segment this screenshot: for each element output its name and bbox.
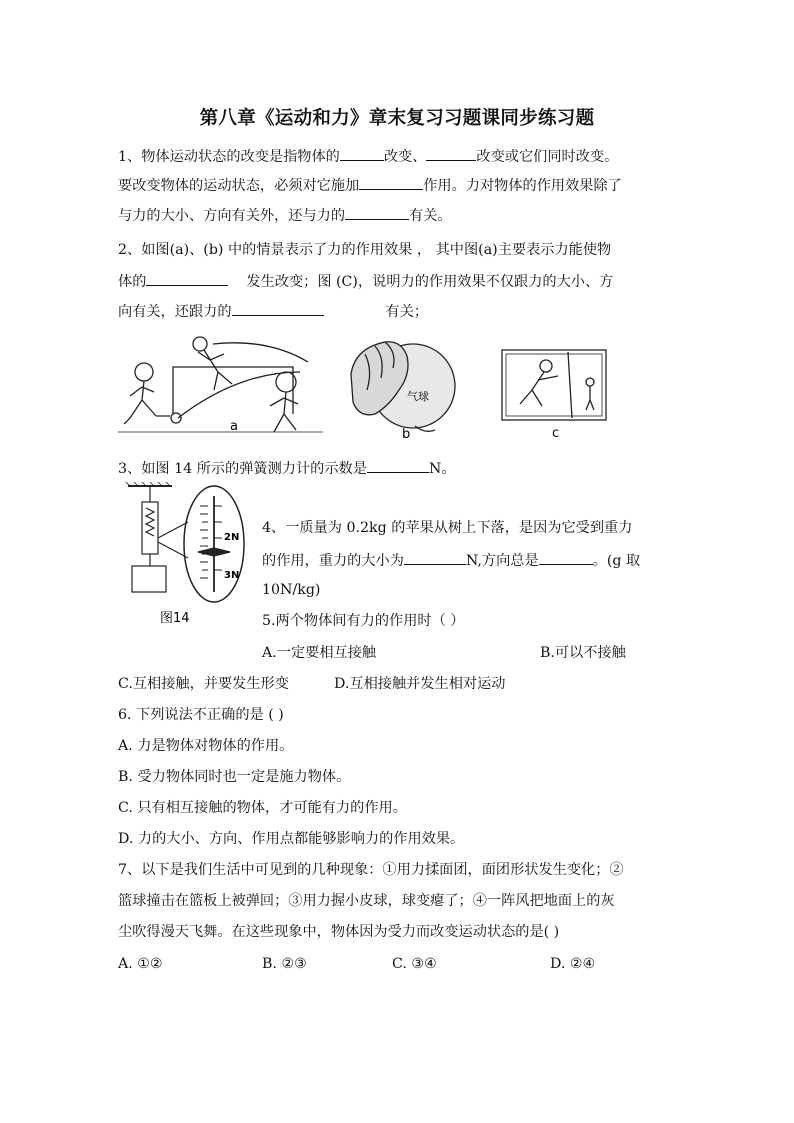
q7-option-a[interactable]: A. ①② [118, 956, 163, 972]
q6-stem: 6. 下列说法不正确的是 ( ) [118, 707, 284, 723]
page-title: 第八章《运动和力》章末复习习题课同步练习题 [199, 108, 595, 129]
q3-line [118, 457, 456, 479]
q4-text: 的作用，重力的大小为 [262, 553, 404, 569]
q1-blank-3[interactable] [359, 174, 423, 190]
q2-line-1: 2、如图(a)、(b) 中的情景表示了力的作用效果 ， 其中图(a)主要表示力能使物 [118, 242, 612, 258]
scale-mark-2n: 2N [224, 532, 240, 543]
figure-b-balloon-label: 气球 [407, 390, 429, 403]
q5-option-a[interactable]: A.一定要相互接触 [262, 645, 377, 661]
q2-blank-2[interactable] [232, 300, 324, 316]
q5-option-b[interactable]: B.可以不接触 [540, 645, 626, 661]
q7-line-2: 篮球撞击在篮板上被弹回；③用力握小皮球，球变瘪了；④一阵风把地面上的灰 [118, 893, 615, 909]
q6-option-d[interactable]: D. 力的大小、方向、作用点都能够影响力的作用效果。 [118, 831, 465, 847]
q2-text: 有关； [385, 304, 429, 320]
q7-option-b[interactable]: B. ②③ [262, 956, 307, 972]
q5-stem: 5.两个物体间有力的作用时（ ） [262, 613, 465, 629]
q4-text: 。(g 取 [592, 553, 641, 569]
q1-blank-1[interactable] [340, 145, 384, 161]
q3-blank[interactable] [367, 457, 429, 473]
scale-mark-3n: 3N [224, 570, 240, 581]
figure-a-soccer [118, 332, 328, 444]
q3-text: N。 [428, 461, 456, 477]
q5-option-c[interactable]: C.互相接触，并要发生形变 [118, 676, 289, 692]
q2-text: 体的 [118, 274, 147, 290]
q1-text: 作用。力对物体的作用效果除了 [423, 178, 622, 194]
q1-line-2 [118, 174, 622, 196]
q4-line-1: 4、一质量为 0.2kg 的苹果从树上下落，是因为它受到重力 [262, 520, 633, 536]
figure-14-spring-scale [118, 482, 258, 628]
q5-option-d[interactable]: D.互相接触并发生相对运动 [334, 676, 506, 692]
q1-text: 1、物体运动状态的改变是指物体的 [118, 149, 340, 165]
q7-line-3: 尘吹得漫天飞舞。在这些现象中，物体因为受力而改变运动状态的是( ) [118, 924, 560, 940]
q4-text: N,方向总是 [465, 553, 539, 569]
q1-text: 与力的大小、方向有关外，还与力的 [118, 208, 346, 224]
figure-c-door [498, 346, 610, 442]
q6-option-b[interactable]: B. 受力物体同时也一定是施力物体。 [118, 769, 351, 785]
figure-b-label: b [402, 427, 411, 442]
q1-line-1 [118, 145, 618, 167]
q1-line-3 [118, 204, 452, 226]
q2-text: 向有关，还跟力的 [118, 304, 232, 320]
q1-text: 改变、 [383, 149, 427, 165]
figure-14-caption: 图14 [160, 611, 190, 626]
q1-text: 有关。 [409, 208, 452, 224]
q2-line-3 [118, 300, 428, 322]
q1-blank-4[interactable] [345, 204, 409, 220]
q1-text: 改变或它们同时改变。 [476, 149, 619, 165]
q1-text: 要改变物体的运动状态，必须对它施加 [118, 178, 360, 194]
q7-line-1: 7、以下是我们生活中可见到的几种现象：①用力揉面团，面团形状发生变化；② [118, 862, 624, 878]
q7-option-d[interactable]: D. ②④ [550, 956, 596, 972]
q3-text: 3、如图 14 所示的弹簧测力计的示数是 [118, 461, 367, 477]
figure-b-balloon [345, 334, 457, 442]
q4-line-2 [262, 549, 640, 571]
q2-blank-1[interactable] [146, 270, 228, 286]
q2-text: 发生改变；图 (C)，说明力的作用效果不仅跟力的大小、方 [246, 274, 614, 290]
q2-line-2 [118, 270, 613, 292]
q6-option-a[interactable]: A. 力是物体对物体的作用。 [118, 738, 294, 754]
figure-a-label: a [230, 419, 238, 434]
q4-blank-2[interactable] [539, 549, 593, 565]
q4-blank-1[interactable] [404, 549, 466, 565]
q6-option-c[interactable]: C. 只有相互接触的物体，才可能有力的作用。 [118, 800, 407, 816]
q1-blank-2[interactable] [426, 145, 476, 161]
q7-option-c[interactable]: C. ③④ [392, 956, 437, 972]
q4-line-3: 10N/kg) [262, 582, 321, 598]
figure-c-label: c [552, 426, 560, 441]
